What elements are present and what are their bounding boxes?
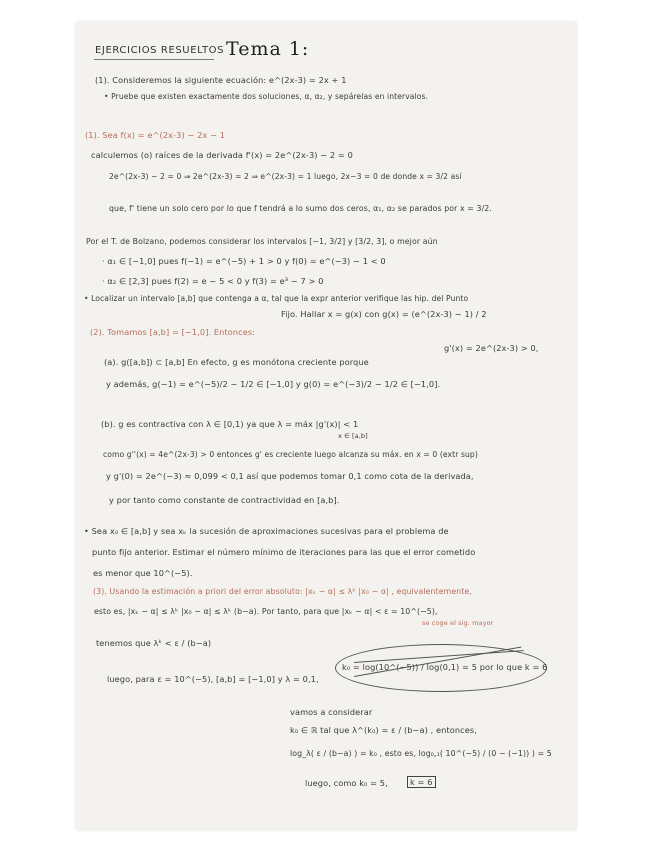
page-heading: EJERCICIOS RESUELTOS bbox=[95, 45, 225, 56]
root-interval-1: · α₁ ∈ [−1,0] pues f(−1) = e^(−5) + 1 > 0 y f(0) = e^(−3) − 1 < 0 bbox=[102, 256, 386, 266]
derivative-solve: 2e^(2x-3) − 2 = 0 ⇒ 2e^(2x-3) = 2 ⇒ e^(2x-3) = 1 luego, 2x−3 = 0 de donde x = 3/2 así bbox=[109, 172, 462, 181]
margin-note: se coge el sig. mayor bbox=[422, 619, 494, 627]
error-bound-line: esto es, |xₖ − α| ≤ λᵏ |x₀ − α| ≤ λᵏ (b−a). Por tanto, para que |xₖ − α| < ε = 10^(−5), bbox=[94, 607, 438, 616]
iteration-question-3: es menor que 10^(−5). bbox=[93, 568, 193, 578]
max-subscript: x ∈ [a,b] bbox=[338, 432, 368, 440]
notebook-page bbox=[76, 22, 576, 830]
root-interval-2: · α₂ ∈ [2,3] pues f(2) = e − 5 < 0 y f(3) = e³ − 7 > 0 bbox=[102, 276, 324, 286]
final-conclusion: luego, como k₀ = 5, bbox=[305, 778, 388, 788]
iteration-question-2: punto fijo anterior. Estimar el número mínimo de iteraciones para las que el error cometido bbox=[92, 547, 476, 557]
condition-a-values: y además, g(−1) = e^(−5)/2 − 1/2 ∈ [−1,0] y g(0) = e^(−3)/2 − 1/2 ∈ [−1,0]. bbox=[106, 379, 441, 389]
fixed-point-question: • Localizar un intervalo [a,b] que contenga a α, tal que la expr anterior verifique las hip. del Punto bbox=[84, 294, 469, 303]
k0-scratch: k₀ = log(10^(−5)) / log(0,1) = 5 por lo que k = 6 bbox=[342, 662, 548, 672]
zeros-conclusion: que, f' tiene un solo cero por lo que f tendrá a lo sumo dos ceros, α₁, α₂ se parados por x = 3/2. bbox=[109, 204, 492, 213]
exercise-question-1: • Pruebe que existen exactamente dos soluciones, α, α₂, y sepárelas en intervalos. bbox=[104, 92, 429, 101]
heading-underline bbox=[94, 59, 214, 60]
final-answer-box: k = 6 bbox=[407, 776, 436, 788]
k0-definition: k₀ ∈ ℝ tal que λ^(k₀) = ε / (b−a) , entonces, bbox=[290, 725, 477, 735]
page-title: Tema 1: bbox=[226, 38, 310, 60]
condition-b: (b). g es contractiva con λ ∈ [0,1) ya que λ = máx |g'(x)| < 1 bbox=[101, 419, 359, 429]
contraction-constant: y por tanto como constante de contractividad en [a,b]. bbox=[109, 495, 340, 505]
bolzano-line: Por el T. de Bolzano, podemos considerar los intervalos [−1, 3/2] y [3/2, 3], o mejor aún bbox=[86, 237, 438, 246]
derivative-line: calculemos (o) raíces de la derivada f'(x) = 2e^(2x-3) − 2 = 0 bbox=[91, 150, 353, 160]
consider-line: vamos a considerar bbox=[290, 707, 373, 717]
solution-1-definition: (1). Sea f(x) = e^(2x-3) − 2x − 1 bbox=[85, 130, 226, 140]
condition-a: (a). g([a,b]) ⊂ [a,b] En efecto, g es monótona creciente porque bbox=[104, 357, 369, 367]
solution-2-interval: (2). Tomamos [a,b] = [−1,0]. Entonces: bbox=[90, 327, 256, 337]
derivative-bound: y g'(0) = 2e^(−3) ≈ 0,099 < 0,1 así que podemos tomar 0,1 como cota de la derivada, bbox=[106, 471, 474, 481]
log-computation: log_λ( ε / (b−a) ) = k₀ , esto es, log₀,₁( 10^(−5) / (0 − (−1)) ) = 5 bbox=[290, 749, 552, 758]
g-prime-expression: g'(x) = 2e^(2x-3) > 0, bbox=[444, 343, 539, 353]
exercise-statement: (1). Consideremos la siguiente ecuación: e^(2x-3) = 2x + 1 bbox=[95, 75, 347, 85]
second-derivative-line: como g''(x) = 4e^(2x-3) > 0 entonces g' es creciente luego alcanza su máx. en x = 0 (extr sup) bbox=[103, 450, 478, 459]
lambda-inequality: tenemos que λᵏ < ε / (b−a) bbox=[96, 638, 212, 648]
iteration-question-1: • Sea x₀ ∈ [a,b] y sea xₖ la sucesión de aproximaciones sucesivas para el problema de bbox=[84, 526, 449, 536]
fixed-point-function: Fijo. Hallar x = g(x) con g(x) = (e^(2x-3) − 1) / 2 bbox=[281, 309, 487, 319]
solution-3-a-priori: (3). Usando la estimación a priori del error absoluto: |xₖ − α| ≤ λᵏ |x₀ − α| , equivalentemente, bbox=[93, 587, 472, 596]
parameter-values: luego, para ε = 10^(−5), [a,b] = [−1,0] y λ = 0,1, bbox=[107, 674, 319, 684]
